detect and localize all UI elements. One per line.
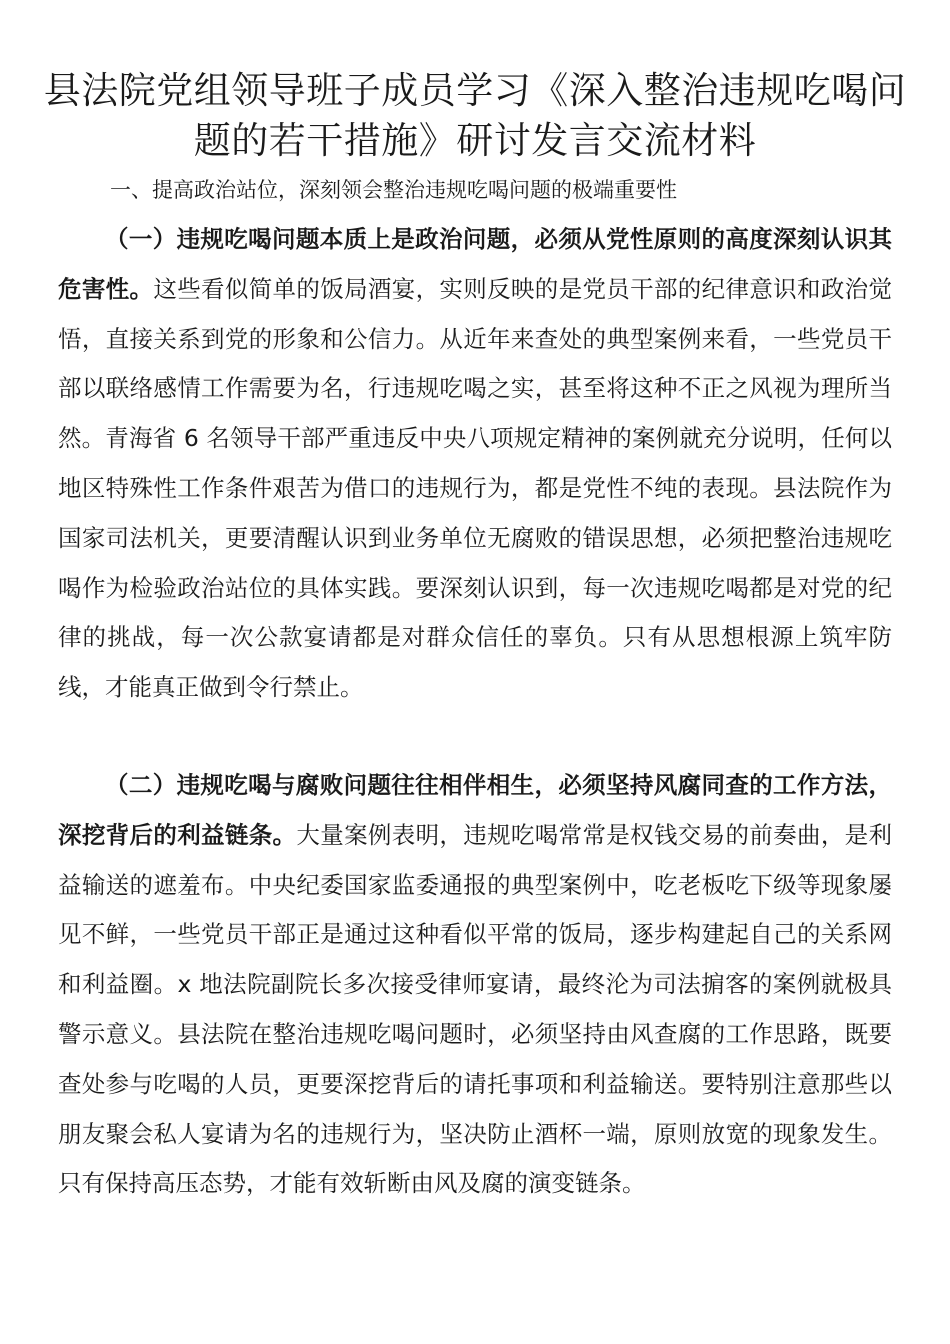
paragraph-1-lead: （一）违规吃喝问题本质上是政治问题，必须从党性原则的高度深刻认识其危害性。	[58, 225, 892, 303]
paragraph-2-lead: （二）违规吃喝与腐败问题往往相伴相生，必须坚持风腐同查的工作方法，深挖背后的利益链条。	[58, 771, 892, 849]
section-heading: 一、提高政治站位，深刻领会整治违规吃喝问题的极端重要性	[110, 178, 677, 202]
document-title: 县法院党组领导班子成员学习《深入整治违规吃喝问题的若干措施》研讨发言交流材料	[43, 69, 907, 162]
paragraph-2-body: 大量案例表明，违规吃喝常常是权钱交易的前奏曲，是利益输送的遮羞布。中央纪委国家监委通报的典型案例中，吃老板吃下级等现象屡见不鲜，一些党员干部正是通过这种看似平常的饭局，逐步构建起自己的关系网和利益圈。x 地法院副院长多次接受律师宴请，最终沦为司法掮客的案例就极具警示意义。县法院在整治违规吃喝问题时，必须坚持由风查腐的工作思路，既要查处参与吃喝的人员，更要深挖背后的请托事项和利益输送。要特别注意那些以朋友聚会私人宴请为名的违规行为，坚决防止酒杯一端，原则放宽的现象发生。只有保持高压态势，才能有效斩断由风及腐的演变链条。	[58, 820, 893, 1198]
paragraph-2	[58, 761, 892, 1209]
paragraph-1	[58, 215, 892, 713]
paragraph-1-body: 这些看似简单的饭局酒宴，实则反映的是党员干部的纪律意识和政治觉悟，直接关系到党的形象和公信力。从近年来查处的典型案例来看，一些党员干部以联络感情工作需要为名，行违规吃喝之实，甚至将这种不正之风视为理所当然。青海省 6 名领导干部严重违反中央八项规定精神的案例就充分说明，任何以地区特殊性工作条件艰苦为借口的违规行为，都是党性不纯的表现。县法院作为国家司法机关，更要清醒认识到业务单位无腐败的错误思想，必须把整治违规吃喝作为检验政治站位的具体实践。要深刻认识到，每一次违规吃喝都是对党的纪律的挑战，每一次公款宴请都是对群众信任的辜负。只有从思想根源上筑牢防线，才能真正做到令行禁止。	[58, 274, 893, 702]
